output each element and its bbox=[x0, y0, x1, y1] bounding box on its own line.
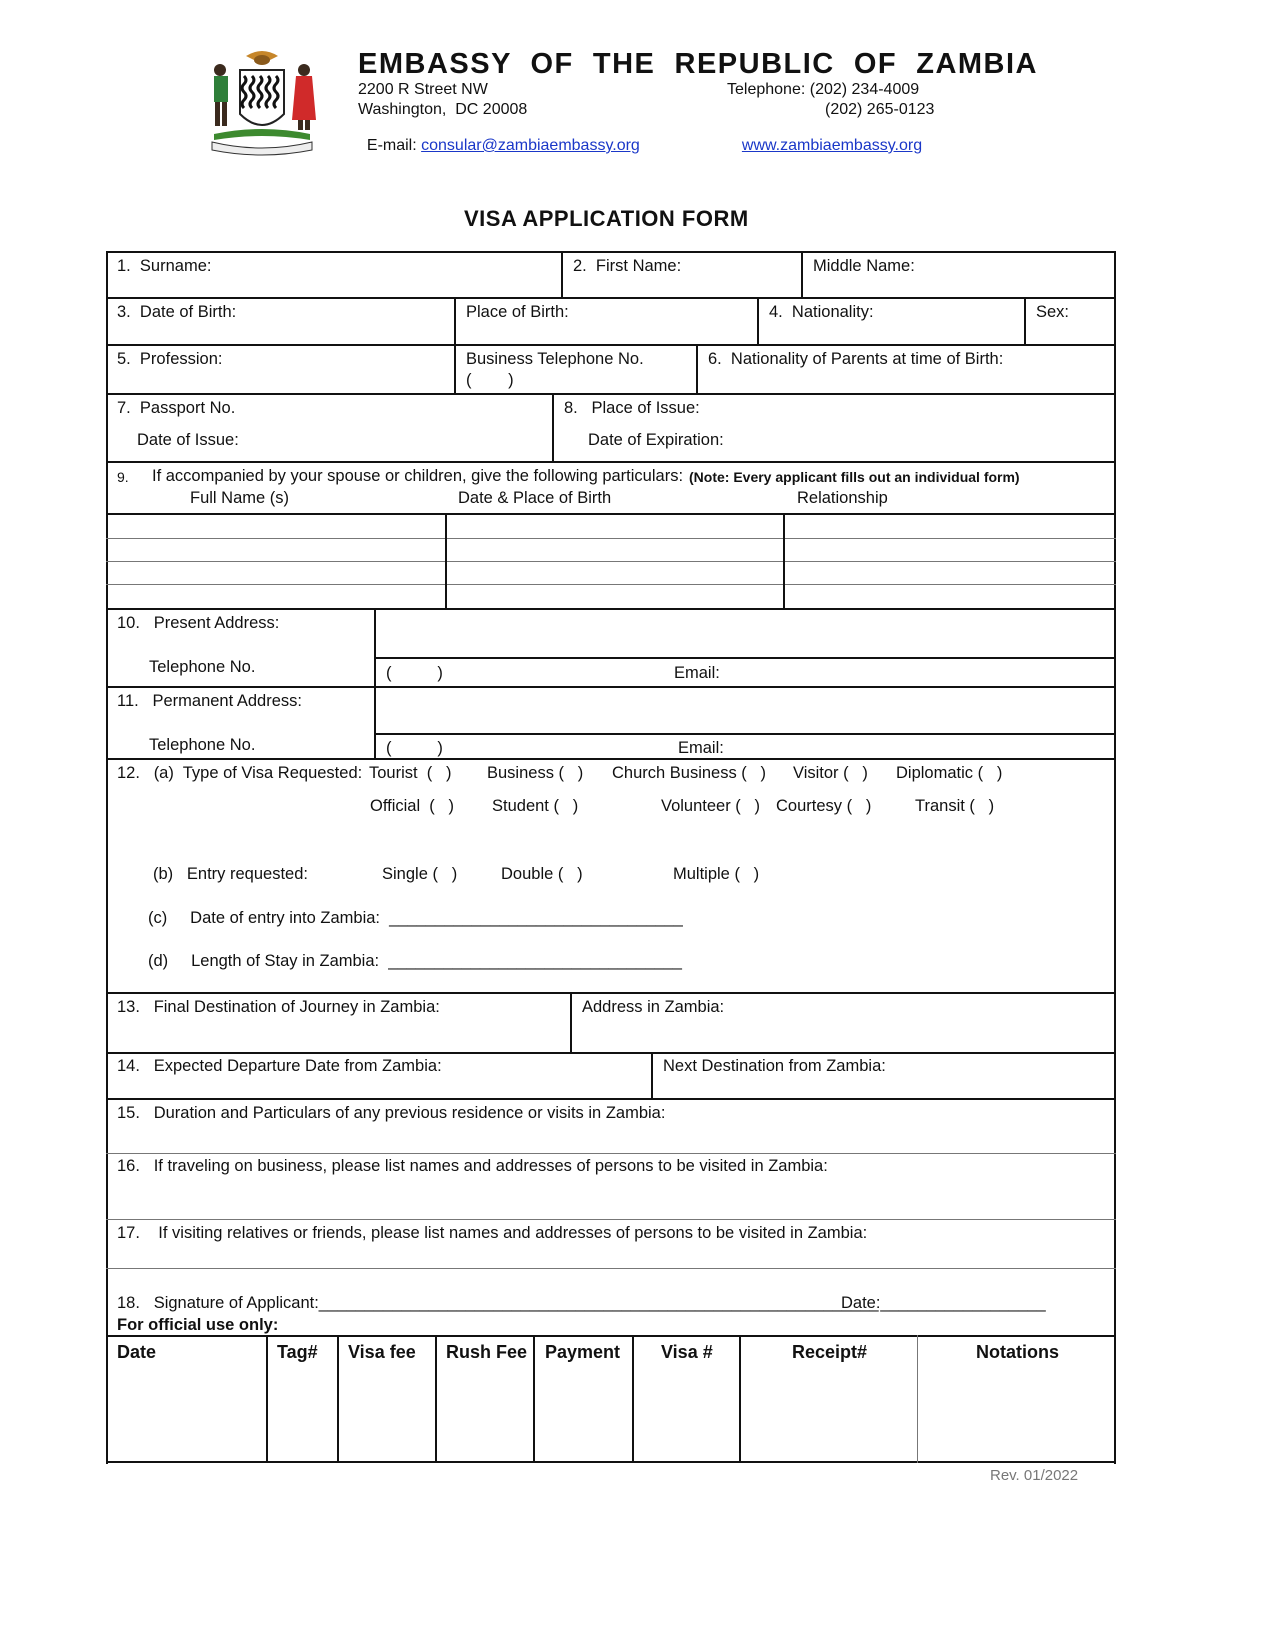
place-of-birth-field[interactable]: Place of Birth: bbox=[466, 303, 569, 321]
visa-type-tourist-checkbox[interactable]: Tourist ( ) bbox=[369, 764, 452, 782]
visa-type-volunteer-checkbox[interactable]: Volunteer ( ) bbox=[661, 797, 761, 815]
place-of-issue-field[interactable]: 8. Place of Issue: bbox=[564, 399, 700, 417]
date-of-birth-field[interactable]: 3. Date of Birth: bbox=[117, 303, 237, 321]
business-telephone-area-code: ( ) bbox=[466, 371, 514, 389]
coat-of-arms-logo bbox=[206, 44, 318, 156]
official-col-rush-fee: Rush Fee bbox=[446, 1342, 528, 1362]
parents-nationality-field[interactable]: 6. Nationality of Parents at time of Birth: bbox=[708, 350, 1004, 368]
visa-type-label: 12. (a) Type of Visa Requested: bbox=[117, 764, 363, 782]
date-of-expiration-field[interactable]: Date of Expiration: bbox=[588, 431, 724, 449]
form-title: VISA APPLICATION FORM bbox=[464, 206, 749, 231]
business-telephone-field[interactable]: Business Telephone No. bbox=[466, 350, 644, 368]
q9-column-full-name: Full Name (s) bbox=[190, 489, 290, 507]
website-link-text[interactable]: www.zambiaembassy.org bbox=[741, 137, 923, 154]
permanent-telephone-area-code[interactable]: ( ) bbox=[386, 739, 443, 757]
permanent-email-field[interactable]: Email: bbox=[678, 739, 724, 757]
middle-name-field[interactable]: Middle Name: bbox=[813, 257, 915, 275]
address-line-2: Washington, DC 20008 bbox=[358, 101, 528, 118]
official-col-date: Date bbox=[117, 1342, 157, 1362]
visa-type-church-business-checkbox[interactable]: Church Business ( ) bbox=[612, 764, 767, 782]
entry-single-checkbox[interactable]: Single ( ) bbox=[382, 865, 458, 883]
visa-type-transit-checkbox[interactable]: Transit ( ) bbox=[915, 797, 995, 815]
visa-type-diplomatic-checkbox[interactable]: Diplomatic ( ) bbox=[896, 764, 1003, 782]
entry-multiple-checkbox[interactable]: Multiple ( ) bbox=[673, 865, 760, 883]
email-line bbox=[358, 122, 640, 154]
entry-requested-label: (b) Entry requested: bbox=[153, 865, 308, 883]
present-telephone-area-code[interactable]: ( ) bbox=[386, 664, 443, 682]
length-of-stay-field[interactable]: (d) Length of Stay in Zambia: ________________________________ bbox=[148, 952, 682, 970]
website-link[interactable] bbox=[733, 122, 922, 154]
date-of-entry-field[interactable]: (c) Date of entry into Zambia: ________________________________ bbox=[148, 909, 683, 927]
telephone-2: (202) 265-0123 bbox=[825, 101, 935, 118]
q9-column-relationship: Relationship bbox=[797, 489, 888, 507]
first-name-field[interactable]: 2. First Name: bbox=[573, 257, 682, 275]
visa-type-official-checkbox[interactable]: Official ( ) bbox=[370, 797, 455, 815]
entry-double-checkbox[interactable]: Double ( ) bbox=[501, 865, 583, 883]
q9-number: 9. bbox=[117, 469, 129, 485]
q9-question: If accompanied by your spouse or children, give the following particulars: bbox=[152, 467, 684, 485]
signature-field[interactable]: 18. Signature of Applicant:_____________________________________________________________ bbox=[117, 1294, 879, 1312]
expected-departure-field[interactable]: 14. Expected Departure Date from Zambia: bbox=[117, 1057, 442, 1075]
official-use-heading: For official use only: bbox=[117, 1316, 279, 1334]
present-telephone-label: Telephone No. bbox=[149, 658, 256, 676]
visa-type-courtesy-checkbox[interactable]: Courtesy ( ) bbox=[776, 797, 872, 815]
official-col-payment: Payment bbox=[545, 1342, 621, 1362]
present-address-field[interactable]: 10. Present Address: bbox=[117, 614, 280, 632]
surname-field[interactable]: 1. Surname: bbox=[117, 257, 212, 275]
official-col-tag: Tag# bbox=[277, 1342, 318, 1362]
business-contacts-field[interactable]: 16. If traveling on business, please list names and addresses of persons to be visited in Zambia: bbox=[117, 1157, 828, 1175]
visa-type-business-checkbox[interactable]: Business ( ) bbox=[487, 764, 584, 782]
email-label: E-mail: bbox=[366, 137, 422, 154]
official-col-notations: Notations bbox=[976, 1342, 1059, 1362]
permanent-telephone-label: Telephone No. bbox=[149, 736, 256, 754]
profession-field[interactable]: 5. Profession: bbox=[117, 350, 223, 368]
q9-note: (Note: Every applicant fills out an individual form) bbox=[689, 469, 1020, 485]
official-col-visa-fee: Visa fee bbox=[348, 1342, 416, 1362]
revision-label: Rev. 01/2022 bbox=[990, 1467, 1079, 1484]
passport-number-field[interactable]: 7. Passport No. bbox=[117, 399, 236, 417]
visa-type-student-checkbox[interactable]: Student ( ) bbox=[492, 797, 579, 815]
previous-residence-field[interactable]: 15. Duration and Particulars of any previous residence or visits in Zambia: bbox=[117, 1104, 666, 1122]
address-in-zambia-field[interactable]: Address in Zambia: bbox=[582, 998, 725, 1016]
nationality-field[interactable]: 4. Nationality: bbox=[769, 303, 874, 321]
final-destination-field[interactable]: 13. Final Destination of Journey in Zambia: bbox=[117, 998, 440, 1016]
date-of-issue-field[interactable]: Date of Issue: bbox=[137, 431, 239, 449]
address-line-1: 2200 R Street NW bbox=[358, 81, 488, 98]
official-col-visa-number: Visa # bbox=[661, 1342, 713, 1362]
q9-column-date-place-of-birth: Date & Place of Birth bbox=[458, 489, 612, 507]
email-link[interactable]: consular@zambiaembassy.org bbox=[421, 137, 640, 154]
relatives-contacts-field[interactable]: 17. If visiting relatives or friends, please list names and addresses of persons to be visited in Zambia: bbox=[117, 1224, 868, 1242]
visa-type-visitor-checkbox[interactable]: Visitor ( ) bbox=[793, 764, 868, 782]
permanent-address-field[interactable]: 11. Permanent Address: bbox=[117, 692, 302, 710]
next-destination-field[interactable]: Next Destination from Zambia: bbox=[663, 1057, 886, 1075]
signature-date-field[interactable]: Date:__________________ bbox=[841, 1294, 1046, 1312]
official-col-receipt: Receipt# bbox=[792, 1342, 868, 1362]
sex-field[interactable]: Sex: bbox=[1036, 303, 1070, 321]
embassy-name: EMBASSY OF THE REPUBLIC OF ZAMBIA bbox=[358, 48, 1038, 80]
present-email-field[interactable]: Email: bbox=[674, 664, 720, 682]
telephone-1: Telephone: (202) 234-4009 bbox=[727, 81, 920, 98]
